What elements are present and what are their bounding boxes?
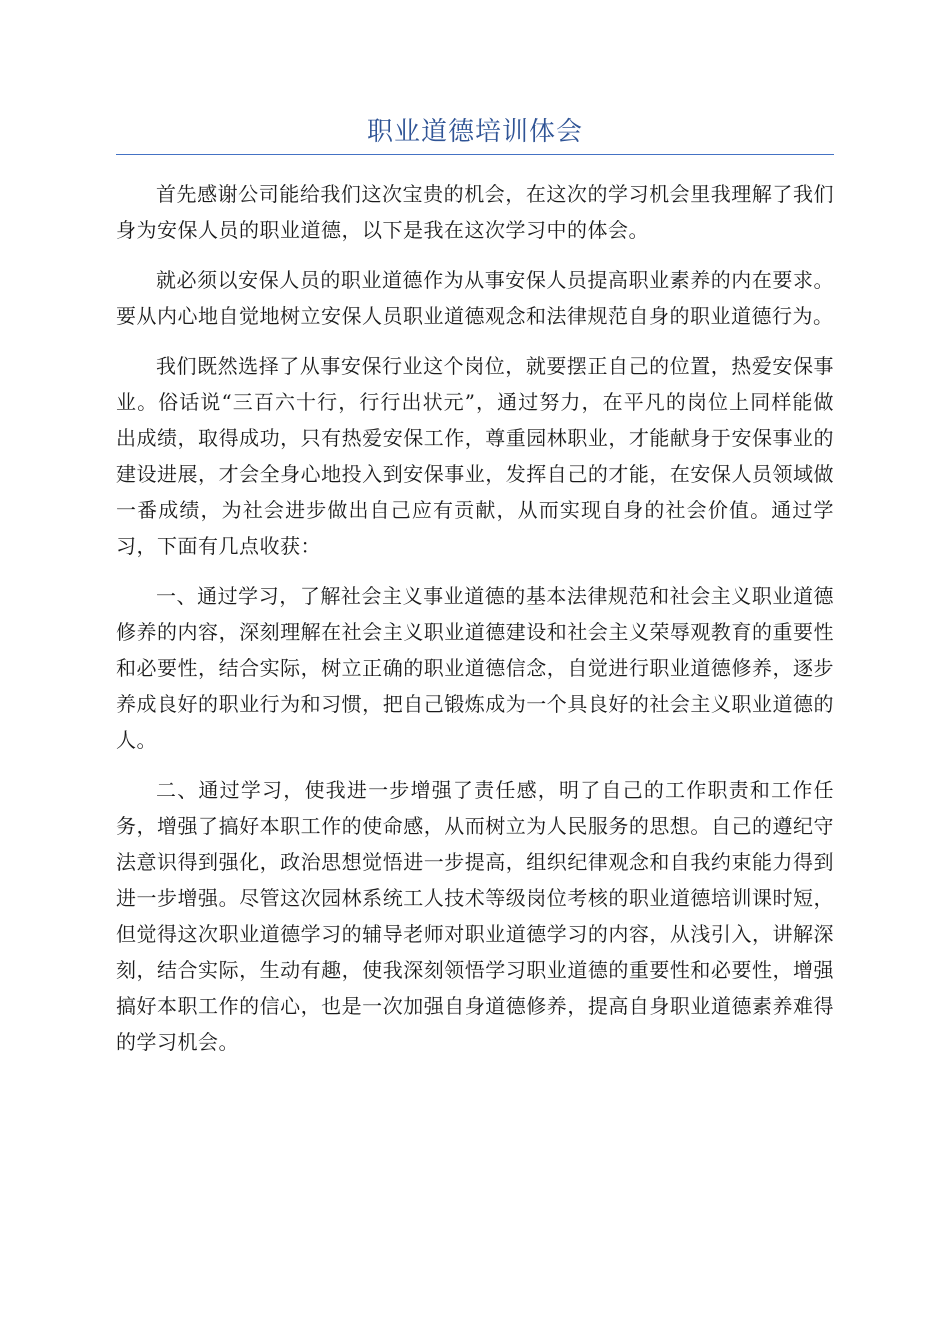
paragraph-intro: 首先感谢公司能给我们这次宝贵的机会，在这次的学习机会里我理解了我们身为安保人员的职业道德，以下是我在这次学习中的体会。 xyxy=(116,182,834,242)
paragraph-gain-one: 一、通过学习，了解社会主义事业道德的基本法律规范和社会主义职业道德修养的内容，深刻理解在社会主义职业道德建设和社会主义荣辱观教育的重要性和必要性，结合实际，树立正确的职业道德信念，自觉进行职业道德修养，逐步养成良好的职业行为和习惯，把自己锻炼成为一个具良好的社会主义职业道德的人。 xyxy=(116,584,834,752)
paragraph-career-choice: 我们既然选择了从事安保行业这个岗位，就要摆正自己的位置，热爱安保事业。俗话说“三百六十行，行行出状元”，通过努力，在平凡的岗位上同样能做出成绩，取得成功，只有热爱安保工作，尊重园林职业，才能献身于安保事业的建设进展，才会全身心地投入到安保事业，发挥自己的才能，在安保人员领域做一番成绩，为社会进步做出自己应有贡献，从而实现自身的社会价值。通过学习，下面有几点收获： xyxy=(116,354,834,558)
title-underline xyxy=(116,154,834,155)
document-title: 职业道德培训体会 xyxy=(366,117,583,147)
document-body xyxy=(116,176,834,1074)
paragraph-requirement: 就必须以安保人员的职业道德作为从事安保人员提高职业素养的内在要求。要从内心地自觉地树立安保人员职业道德观念和法律规范自身的职业道德行为。 xyxy=(116,268,834,328)
paragraph-gain-two: 二、通过学习，使我进一步增强了责任感，明了自己的工作职责和工作任务，增强了搞好本职工作的使命感，从而树立为人民服务的思想。自己的遵纪守法意识得到强化，政治思想觉悟进一步提高，组织纪律观念和自我约束能力得到进一步增强。尽管这次园林系统工人技术等级岗位考核的职业道德培训课时短，但觉得这次职业道德学习的辅导老师对职业道德学习的内容，从浅引入，讲解深刻，结合实际，生动有趣，使我深刻领悟学习职业道德的重要性和必要性，增强搞好本职工作的信心，也是一次加强自身道德修养，提高自身职业道德素养难得的学习机会。 xyxy=(116,778,834,1054)
